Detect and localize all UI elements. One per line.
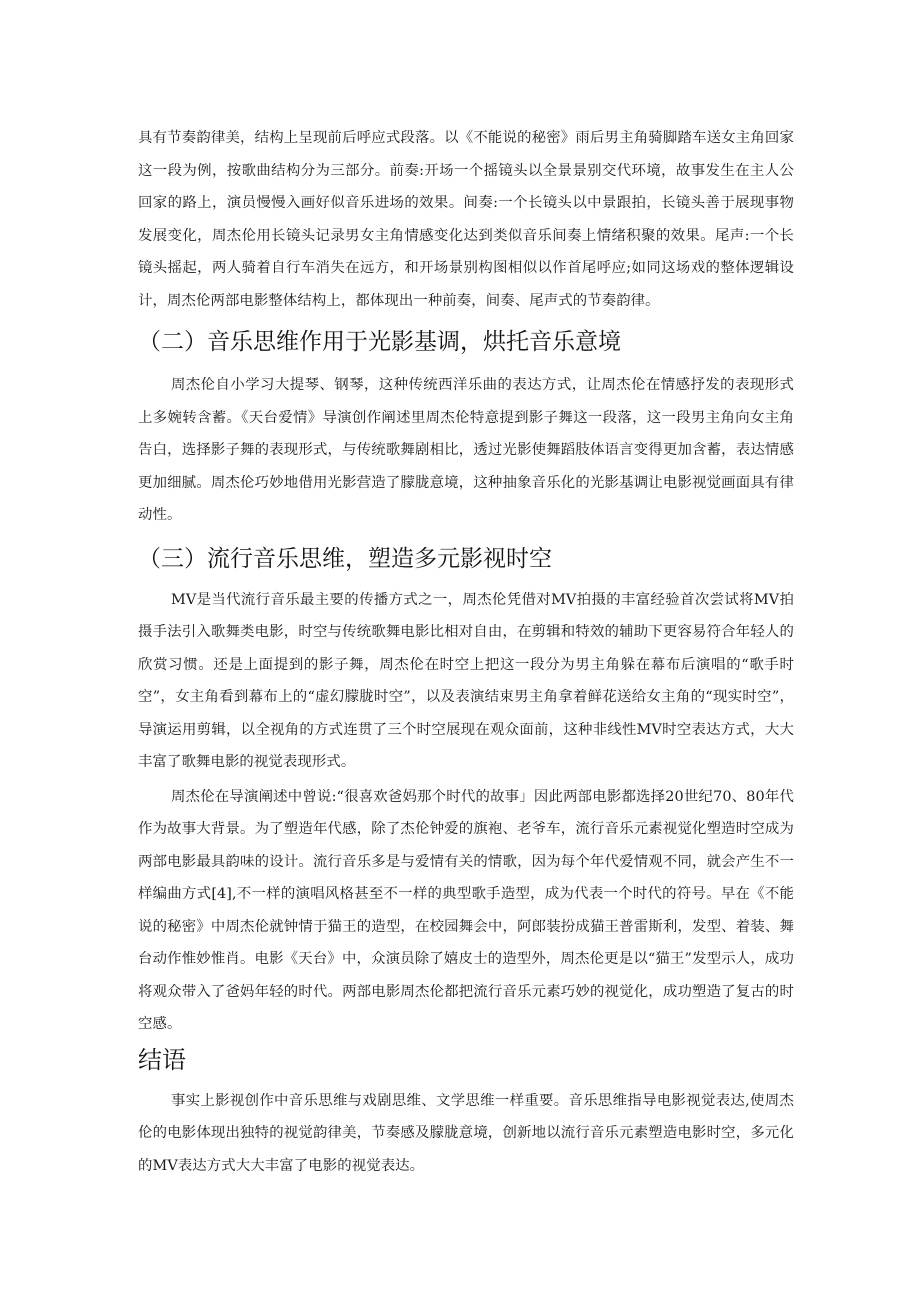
conclusion-paragraph: 事实上影视创作中音乐思维与戏剧思维、文学思维一样重要。音乐思维指导电影视觉表达,使周杰伦的电影体现出独特的视觉韵律美，节奏感及朦胧意境，创新地以流行音乐元素塑造电影时空，多元化的MV表达方式大大丰富了电影的视觉表达。 xyxy=(138,1092,794,1174)
conclusion-heading: 结语 xyxy=(138,1045,186,1074)
light-tone-paragraph: 周杰伦自小学习大提琴、钢琴，这种传统西洋乐曲的表达方式，让周杰伦在情感抒发的表现形式上多婉转含蓄。《天台爱情》导演创作阐述里周杰伦特意提到影子舞这一段落，这一段男主角向女主角告白，选择影子舞的表现形式，与传统歌舞剧相比，透过光影使舞蹈肢体语言变得更加含蓄，表达情感更加细腻。周杰伦巧妙地借用光影营造了朦胧意境，这种抽象音乐化的光影基调让电影视觉画面具有律动性。 xyxy=(138,377,794,523)
intro-paragraph: 具有节奏韵律美，结构上呈现前后呼应式段落。以《不能说的秘密》雨后男主角骑脚踏车送女主角回家这一段为例，按歌曲结构分为三部分。前奏:开场一个摇镜头以全景景别交代环境，故事发生在主人公回家的路上，演员慢慢入画好似音乐进场的效果。间奏:一个长镜头以中景跟拍，长镜头善于展现事物发展变化，周杰伦用长镜头记录男女主角情感变化达到类似音乐间奏上情绪积聚的效果。尾声:一个长镜头摇起，两人骑着自行车消失在远方，和开场景别构图相似以作首尾呼应;如同这场戏的整体逻辑设计，周杰伦两部电影整体结构上，都体现出一种前奏，间奏、尾声式的节奏韵律。 xyxy=(138,130,794,309)
pop-music-paragraph-1: MV是当代流行音乐最主要的传播方式之一，周杰伦凭借对MV拍摄的丰富经验首次尝试将MV拍摄手法引入歌舞类电影，时空与传统歌舞电影比相对自由，在剪辑和特效的辅助下更容易符合年轻人的欣赏习惯。还是上面提到的影子舞，周杰伦在时空上把这一段分为男主角躲在幕布后演唱的“歌手时空”，女主角看到幕布上的“虚幻朦胧时空”，以及表演结束男主角拿着鲜花送给女主角的“现实时空”，导演运用剪辑，以全视角的方式连贯了三个时空展现在观众面前，这种非线性MV时空表达方式，大大丰富了歌舞电影的视觉表现形式。 xyxy=(138,591,794,770)
pop-music-paragraph-2: 周杰伦在导演阐述中曾说:“很喜欢爸妈那个时代的故事」因此两部电影都选择20世纪70、80年代作为故事大背景。为了塑造年代感，除了杰伦钟爱的旗袍、老爷车，流行音乐元素视觉化塑造时空成为两部电影最具韵味的设计。流行音乐多是与爱情有关的情歌，因为每个年代爱情观不同，就会产生不一样编曲方式[4],不一样的演唱风格甚至不一样的典型歌手造型，成为代表一个时代的符号。早在《不能说的秘密》中周杰伦就钟情于猫王的造型，在校园舞会中，阿郎装扮成猫王普雷斯利，发型、着装、舞台动作惟妙惟肖。电影《天台》中，众演员除了嬉皮士的造型外，周杰伦更是以“猫王”发型示人，成功将观众带入了爸妈年轻的时代。两部电影周杰伦都把流行音乐元素巧妙的视觉化，成功塑造了复古的时空感。 xyxy=(138,788,794,1032)
section-heading-light-tone: （二）音乐思维作用于光影基调，烘托音乐意境 xyxy=(138,329,621,355)
document-page xyxy=(138,122,794,1182)
section-heading-pop-music: （三）流行音乐思维，塑造多元影视时空 xyxy=(138,545,552,572)
